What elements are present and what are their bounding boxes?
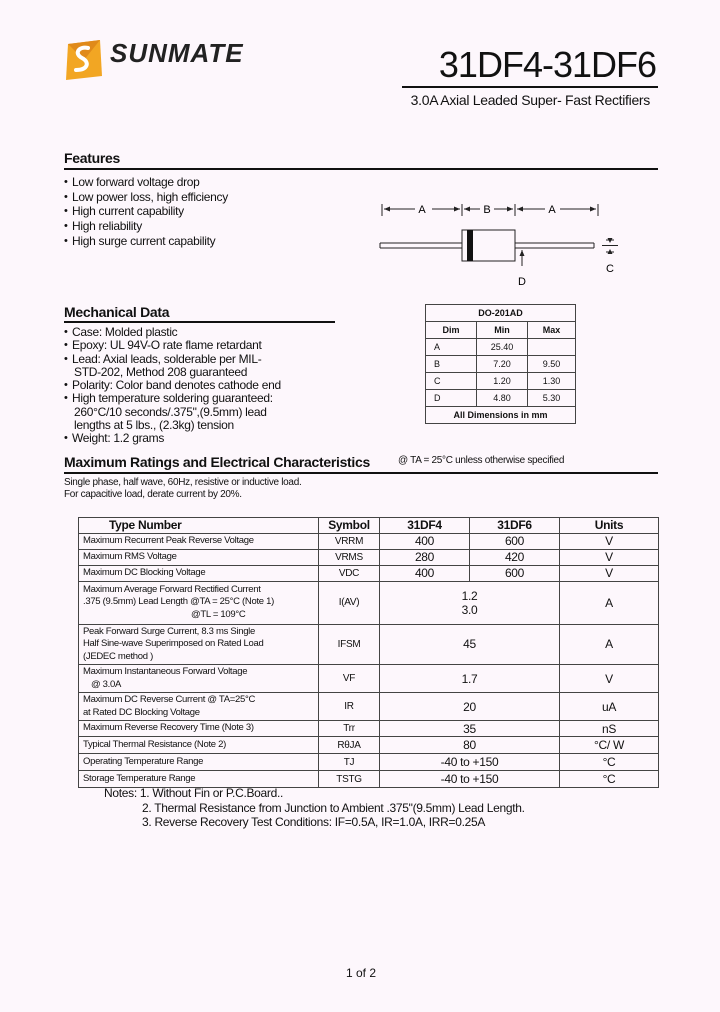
- rating-description: Operating Temperature Range: [79, 754, 319, 771]
- note-2: 2. Thermal Resistance from Junction to Ambient .375"(9.5mm) Lead Length.: [142, 801, 525, 815]
- features-rule: [64, 168, 658, 170]
- diagram-label-a-left: A: [418, 204, 426, 216]
- rating-symbol: VDC: [319, 565, 380, 581]
- dimension-cell: 1.30: [528, 373, 576, 390]
- ratings-header: Symbol: [319, 518, 380, 534]
- dimension-cell: 7.20: [477, 356, 528, 373]
- mechanical-rule: [64, 321, 335, 323]
- rating-description-line: at Rated DC Blocking Voltage: [83, 706, 200, 718]
- rating-description-line: Maximum DC Reverse Current @ TA=25°C: [83, 694, 256, 705]
- rating-symbol: TJ: [319, 754, 380, 771]
- dimension-cell: 9.50: [528, 356, 576, 373]
- features-heading: Features: [64, 150, 120, 166]
- note-1: Notes: 1. Without Fin or P.C.Board..: [104, 786, 284, 800]
- rating-unit: nS: [560, 721, 659, 737]
- rating-symbol: TSTG: [319, 771, 380, 788]
- rating-description: Storage Temperature Range: [79, 771, 319, 788]
- page-number: 1 of 2: [346, 966, 377, 980]
- feature-item: • High reliability: [64, 219, 364, 234]
- rating-value: 45: [380, 624, 560, 665]
- feature-item: • Low power loss, high efficiency: [64, 190, 364, 205]
- rating-description-line: Maximum Average Forward Rectified Current: [83, 583, 261, 595]
- logo-text: SUNMATE: [110, 38, 244, 68]
- dimension-cell: C: [426, 373, 477, 390]
- rating-description: [79, 693, 319, 721]
- rating-symbol: IFSM: [319, 624, 380, 665]
- rating-description: Maximum Recurrent Peak Reverse Voltage: [79, 533, 319, 549]
- rating-unit: A: [560, 624, 659, 665]
- rating-symbol: VRRM: [319, 533, 380, 549]
- rating-symbol: VF: [319, 665, 380, 693]
- dimension-cell: [528, 339, 576, 356]
- diagram-label-d: D: [518, 276, 526, 288]
- ratings-heading: Maximum Ratings and Electrical Characteristics: [64, 454, 370, 470]
- ratings-rule: [64, 472, 658, 474]
- ratings-header: Type Number: [79, 518, 319, 534]
- dimension-cell: B: [426, 356, 477, 373]
- rating-value: 20: [380, 693, 560, 721]
- ratings-note-1: Single phase, half wave, 60Hz, resistive or inductive load.: [64, 477, 302, 488]
- rating-unit: °C: [560, 771, 659, 788]
- ratings-header: 31DF6: [470, 518, 560, 534]
- logo-icon: [64, 38, 104, 82]
- rating-value: 420: [470, 549, 560, 565]
- mechanical-list: [64, 326, 344, 446]
- mechanical-item-continuation: STD-202, Method 208 guaranteed: [74, 364, 248, 379]
- dimension-table-footer: All Dimensions in mm: [426, 407, 576, 424]
- rating-description: Maximum DC Blocking Voltage: [79, 565, 319, 581]
- ratings-note-2: For capacitive load, derate current by 20%.: [64, 489, 242, 500]
- rating-value: 35: [380, 721, 560, 737]
- rating-description-line: @ 3.0A: [91, 678, 122, 690]
- rating-value: 400: [380, 565, 470, 581]
- rating-value: 80: [380, 737, 560, 754]
- rating-value: 1.2 3.0: [380, 581, 560, 624]
- rating-value: 600: [470, 533, 560, 549]
- dimension-cell: 25.40: [477, 339, 528, 356]
- note-3: 3. Reverse Recovery Test Conditions: IF=0.5A, IR=1.0A, IRR=0.25A: [142, 815, 486, 829]
- diagram-label-a-right: A: [548, 204, 556, 216]
- dimension-header: Max: [528, 322, 576, 339]
- rating-description-line: (JEDEC method ): [83, 650, 153, 662]
- rating-value: 280: [380, 549, 470, 565]
- rating-symbol: Trr: [319, 721, 380, 737]
- dimension-header: Min: [477, 322, 528, 339]
- rating-description-line: @TL = 109°C: [191, 608, 246, 620]
- diagram-label-c: C: [606, 263, 614, 275]
- dimension-cell: D: [426, 390, 477, 407]
- dimension-header: Dim: [426, 322, 477, 339]
- dimension-table-title: DO-201AD: [426, 305, 576, 322]
- dimension-cell: 4.80: [477, 390, 528, 407]
- mechanical-item: • High temperature soldering guaranteed:: [64, 392, 344, 405]
- rating-description: Maximum RMS Voltage: [79, 549, 319, 565]
- rating-value: 1.7: [380, 665, 560, 693]
- rating-description-line: Maximum Instantaneous Forward Voltage: [83, 666, 248, 677]
- mechanical-item: • Case: Molded plastic: [64, 326, 344, 339]
- mechanical-heading: Mechanical Data: [64, 304, 170, 320]
- mechanical-item-continuation: lengths at 5 lbs., (2.3kg) tension: [74, 418, 234, 433]
- rating-unit: V: [560, 665, 659, 693]
- ratings-header: 31DF4: [380, 518, 470, 534]
- rating-unit: uA: [560, 693, 659, 721]
- rating-description: [79, 624, 319, 665]
- ratings-table: [78, 517, 659, 788]
- dimension-cell: A: [426, 339, 477, 356]
- rating-description: Typical Thermal Resistance (Note 2): [79, 737, 319, 754]
- rating-unit: °C: [560, 754, 659, 771]
- rating-description: Maximum Reverse Recovery Time (Note 3): [79, 721, 319, 737]
- ratings-condition: @ TA = 25°C unless otherwise specified: [398, 455, 565, 466]
- rating-value: -40 to +150: [380, 754, 560, 771]
- mechanical-item: • Weight: 1.2 grams: [64, 432, 344, 445]
- rating-unit: V: [560, 549, 659, 565]
- rating-unit: A: [560, 581, 659, 624]
- mechanical-item: • Epoxy: UL 94V-O rate flame retardant: [64, 339, 344, 352]
- title-rule: [402, 86, 658, 88]
- rating-description: [79, 665, 319, 693]
- rating-description-line: Half Sine-wave Superimposed on Rated Load: [83, 638, 264, 649]
- feature-item: • High surge current capability: [64, 234, 364, 249]
- feature-item: • Low forward voltage drop: [64, 175, 364, 190]
- rating-value: -40 to +150: [380, 771, 560, 788]
- rating-value: 600: [470, 565, 560, 581]
- ratings-header: Units: [560, 518, 659, 534]
- part-title: 31DF4-31DF6: [438, 44, 656, 85]
- dimension-table: [425, 304, 576, 424]
- rating-unit: V: [560, 565, 659, 581]
- mechanical-item: • Polarity: Color band denotes cathode end: [64, 379, 344, 392]
- rating-description: [79, 581, 319, 624]
- feature-item: • High current capability: [64, 204, 364, 219]
- diagram-label-b: B: [483, 204, 491, 216]
- rating-symbol: RθJA: [319, 737, 380, 754]
- dimension-cell: 1.20: [477, 373, 528, 390]
- rating-description-line: Peak Forward Surge Current, 8.3 ms Single: [83, 625, 255, 637]
- rating-unit: V: [560, 533, 659, 549]
- diode-outline-diagram: [370, 196, 630, 292]
- mechanical-item-continuation: 260°C/10 seconds/.375",(9.5mm) lead: [74, 404, 267, 419]
- rating-symbol: IR: [319, 693, 380, 721]
- mechanical-item: • Lead: Axial leads, solderable per MIL-: [64, 353, 344, 366]
- features-list: [64, 175, 364, 249]
- rating-symbol: I(AV): [319, 581, 380, 624]
- dimension-cell: 5.30: [528, 390, 576, 407]
- rating-value: 400: [380, 533, 470, 549]
- rating-unit: °C/ W: [560, 737, 659, 754]
- rating-symbol: VRMS: [319, 549, 380, 565]
- subtitle: 3.0A Axial Leaded Super- Fast Rectifiers: [410, 92, 650, 108]
- rating-description-line: .375 (9.5mm) Lead Length @TA = 25°C (Note 1): [83, 596, 274, 608]
